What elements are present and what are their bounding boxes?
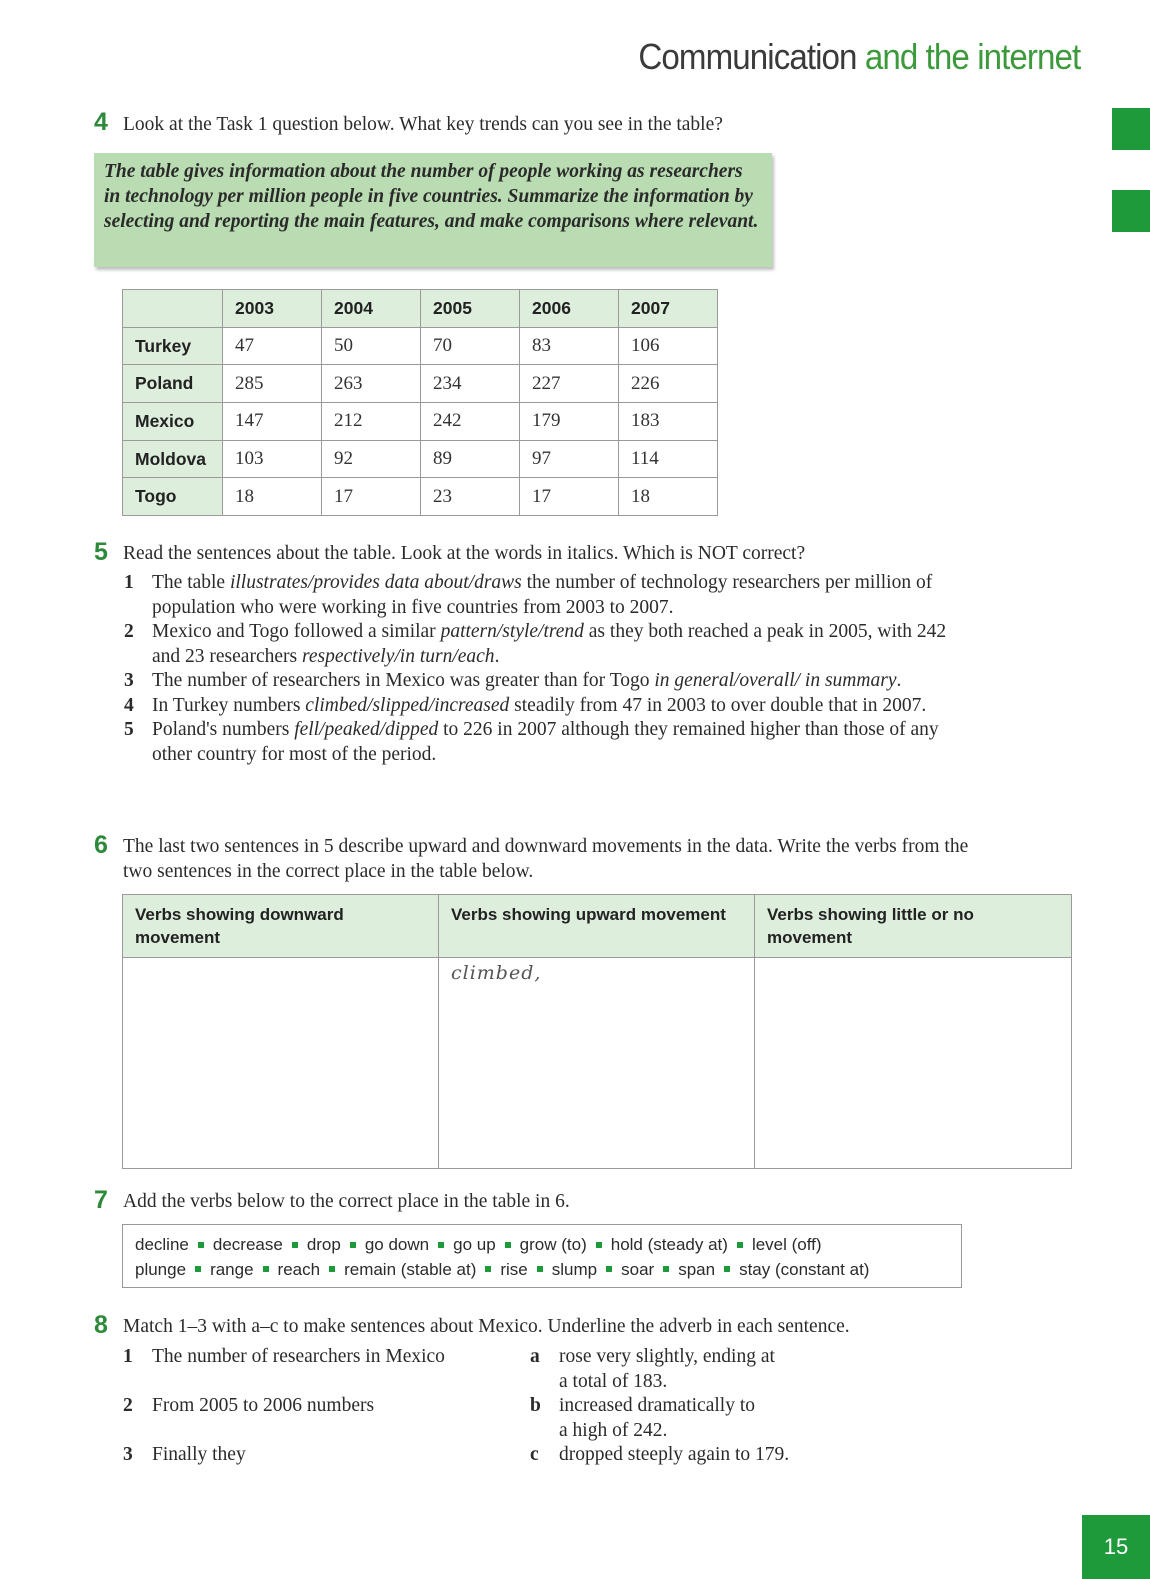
table-cell: 17 xyxy=(520,478,619,516)
match-right-item xyxy=(530,1393,755,1443)
row-label: Moldova xyxy=(123,440,223,478)
task-question-box: The table gives information about the number of people working as researchers in technology per million people in five countries. Summarize the information by selecting and reporting the main features, and make comparisons where relevant. xyxy=(94,153,772,267)
table-row xyxy=(123,365,718,403)
table-header-cell: 2005 xyxy=(421,290,520,328)
item-number: 1 xyxy=(123,1346,133,1367)
table-cell: 70 xyxy=(421,327,520,365)
downward-verbs-cell[interactable] xyxy=(123,958,439,1169)
match-left-item xyxy=(123,1344,445,1369)
verb-word: level (off) xyxy=(751,1235,822,1254)
list-item xyxy=(124,669,974,694)
table-cell: 183 xyxy=(619,403,718,441)
sentence-text: The number of researchers in Mexico was greater than for Togo xyxy=(152,670,655,691)
verbs-table xyxy=(122,894,1072,1169)
table-cell: 147 xyxy=(223,403,322,441)
table-header-row xyxy=(123,895,1072,958)
item-letter: c xyxy=(530,1444,539,1465)
word-line xyxy=(135,1258,949,1283)
table-header-cell xyxy=(123,290,223,328)
verb-word: drop xyxy=(306,1235,341,1254)
match-right-item xyxy=(530,1344,775,1394)
column-header-upward: Verbs showing upward movement xyxy=(439,895,755,958)
row-label: Mexico xyxy=(123,403,223,441)
exercise-8-number: 8 xyxy=(94,1311,108,1339)
table-cell: 47 xyxy=(223,327,322,365)
italic-options: fell/peaked/dipped xyxy=(294,719,439,740)
bullet-square-icon xyxy=(195,1266,201,1272)
bullet-square-icon xyxy=(596,1242,602,1248)
table-cell: 17 xyxy=(322,478,421,516)
verb-word: reach xyxy=(277,1259,321,1279)
no-movement-verbs-cell[interactable] xyxy=(755,958,1072,1169)
verb-word: stay (constant at) xyxy=(739,1259,870,1279)
table-cell: 18 xyxy=(223,478,322,516)
item-number: 2 xyxy=(123,1395,133,1416)
row-label: Togo xyxy=(123,478,223,516)
match-left-item xyxy=(123,1442,246,1467)
item-number: 3 xyxy=(124,670,134,691)
verb-word-box xyxy=(122,1224,962,1288)
table-cell: 234 xyxy=(421,365,520,403)
row-label: Turkey xyxy=(123,327,223,365)
match-text: a high of 242. xyxy=(559,1420,668,1441)
verb-word: go down xyxy=(364,1235,430,1254)
item-number: 5 xyxy=(124,719,134,740)
bullet-square-icon xyxy=(724,1266,730,1272)
exercise-4-instruction: Look at the Task 1 question below. What key trends can you see in the table? xyxy=(123,114,723,135)
match-text: The number of researchers in Mexico xyxy=(152,1346,445,1367)
match-text: dropped steeply again to 179. xyxy=(559,1444,790,1465)
match-text: From 2005 to 2006 numbers xyxy=(152,1395,375,1416)
table-cell: 242 xyxy=(421,403,520,441)
table-header-cell: 2007 xyxy=(619,290,718,328)
sentence-text: steadily from 47 in 2003 to over double that in 2007. xyxy=(509,694,927,716)
list-item xyxy=(124,718,974,767)
list-item xyxy=(124,694,974,719)
bullet-square-icon xyxy=(438,1242,444,1248)
table-row xyxy=(123,327,718,365)
table-cell: 212 xyxy=(322,403,421,441)
bullet-square-icon xyxy=(737,1242,743,1248)
match-left-item xyxy=(123,1393,374,1418)
verb-word: plunge xyxy=(135,1259,187,1279)
item-letter: b xyxy=(530,1395,541,1416)
table-cell: 226 xyxy=(619,365,718,403)
list-item xyxy=(124,571,974,620)
bullet-square-icon xyxy=(505,1242,511,1248)
table-row xyxy=(123,958,1072,1169)
header-title-green: and the internet xyxy=(864,36,1080,77)
header-title-dark: Communication xyxy=(638,36,857,77)
bullet-square-icon xyxy=(292,1242,298,1248)
match-text: a total of 183. xyxy=(559,1371,668,1392)
row-label: Poland xyxy=(123,365,223,403)
table-row xyxy=(123,440,718,478)
verb-word: soar xyxy=(621,1259,655,1279)
italic-options: illustrates/provides data about/draws xyxy=(229,572,522,593)
page-header-title xyxy=(638,36,1080,78)
exercise-5-number: 5 xyxy=(94,538,108,566)
bullet-square-icon xyxy=(263,1266,269,1272)
match-text: rose very slightly, ending at xyxy=(559,1346,775,1367)
exercise-7-number: 7 xyxy=(94,1186,108,1214)
sentence-text: In Turkey numbers xyxy=(152,694,306,716)
table-cell: 114 xyxy=(619,440,718,478)
researchers-table xyxy=(122,289,718,516)
table-header-cell: 2003 xyxy=(223,290,322,328)
sentence-text: the number of technology researchers per million of population who were working in five countries from 2003 to 2007. xyxy=(152,572,933,618)
exercise-7-instruction: Add the verbs below to the correct place in the table in 6. xyxy=(123,1191,570,1212)
bullet-square-icon xyxy=(537,1266,543,1272)
italic-options: pattern/style/trend xyxy=(440,621,584,642)
bullet-square-icon xyxy=(663,1266,669,1272)
column-header-downward: Verbs showing downward movement xyxy=(123,895,439,958)
table-cell: 89 xyxy=(421,440,520,478)
verb-word: span xyxy=(678,1259,716,1279)
table-cell: 18 xyxy=(619,478,718,516)
exercise-8-instruction: Match 1–3 with a–c to make sentences about Mexico. Underline the adverb in each sentence. xyxy=(123,1316,850,1337)
sentence-text: Mexico and Togo followed a similar xyxy=(152,621,441,642)
table-cell: 106 xyxy=(619,327,718,365)
list-item xyxy=(124,620,974,669)
verb-word: grow (to) xyxy=(519,1235,587,1254)
table-cell: 227 xyxy=(520,365,619,403)
verb-word: decrease xyxy=(212,1235,283,1254)
table-cell: 263 xyxy=(322,365,421,403)
table-header-cell: 2006 xyxy=(520,290,619,328)
item-number: 4 xyxy=(124,694,134,716)
table-cell: 97 xyxy=(520,440,619,478)
table-header-row xyxy=(123,290,718,328)
table-cell: 50 xyxy=(322,327,421,365)
match-text: Finally they xyxy=(152,1444,246,1465)
table-cell: 103 xyxy=(223,440,322,478)
verb-word: decline xyxy=(135,1235,189,1254)
handwritten-answer: climbed, xyxy=(451,962,542,984)
table-cell: 23 xyxy=(421,478,520,516)
upward-verbs-cell[interactable] xyxy=(439,958,755,1169)
item-number: 3 xyxy=(123,1444,133,1465)
word-line xyxy=(135,1233,949,1258)
italic-options: in general/overall/ in summary xyxy=(654,670,897,691)
verb-word: rise xyxy=(500,1259,528,1279)
match-text: increased dramatically to xyxy=(559,1395,755,1416)
sentence-list xyxy=(124,571,974,767)
page-number: 15 xyxy=(1082,1515,1150,1579)
italic-options: respectively/in turn/each xyxy=(301,645,495,667)
bullet-square-icon xyxy=(606,1266,612,1272)
verb-word: slump xyxy=(551,1259,598,1279)
table-row xyxy=(123,478,718,516)
exercise-4-number: 4 xyxy=(94,108,108,136)
item-number: 1 xyxy=(124,572,134,593)
table-header-cell: 2004 xyxy=(322,290,421,328)
table-cell: 92 xyxy=(322,440,421,478)
match-right-item xyxy=(530,1442,789,1467)
item-number: 2 xyxy=(124,621,134,642)
side-tab-marker xyxy=(1112,108,1150,150)
sentence-text: as they both reached a peak in 2005, with 242 and 23 researchers xyxy=(152,621,947,667)
sentence-text: . xyxy=(896,670,902,691)
table-cell: 285 xyxy=(223,365,322,403)
sentence-text: The table xyxy=(152,572,230,593)
sentence-text: Poland's numbers xyxy=(152,719,295,740)
bullet-square-icon xyxy=(198,1242,204,1248)
exercise-6-number: 6 xyxy=(94,831,108,859)
bullet-square-icon xyxy=(485,1266,491,1272)
exercise-5-instruction: Read the sentences about the table. Look at the words in italics. Which is NOT correct? xyxy=(123,543,806,564)
bullet-square-icon xyxy=(350,1242,356,1248)
bullet-square-icon xyxy=(329,1266,335,1272)
verb-word: remain (stable at) xyxy=(344,1259,477,1279)
sentence-text: . xyxy=(494,645,500,667)
verb-word: range xyxy=(210,1259,254,1279)
verb-word: go up xyxy=(453,1235,496,1254)
verb-word: hold (steady at) xyxy=(610,1235,728,1254)
italic-options: climbed/slipped/increased xyxy=(305,694,510,716)
item-letter: a xyxy=(530,1346,540,1367)
table-cell: 179 xyxy=(520,403,619,441)
column-header-no-movement: Verbs showing little or no movement xyxy=(755,895,1072,958)
exercise-6-instruction: The last two sentences in 5 describe upward and downward movements in the data. Write the verbs from the two sentences in the correct place in the table below. xyxy=(123,836,969,882)
sentence-text: to 226 in 2007 although they remained higher than those of any other country for most of the period. xyxy=(152,719,939,765)
table-cell: 83 xyxy=(520,327,619,365)
side-tab-marker xyxy=(1112,190,1150,232)
table-row xyxy=(123,403,718,441)
